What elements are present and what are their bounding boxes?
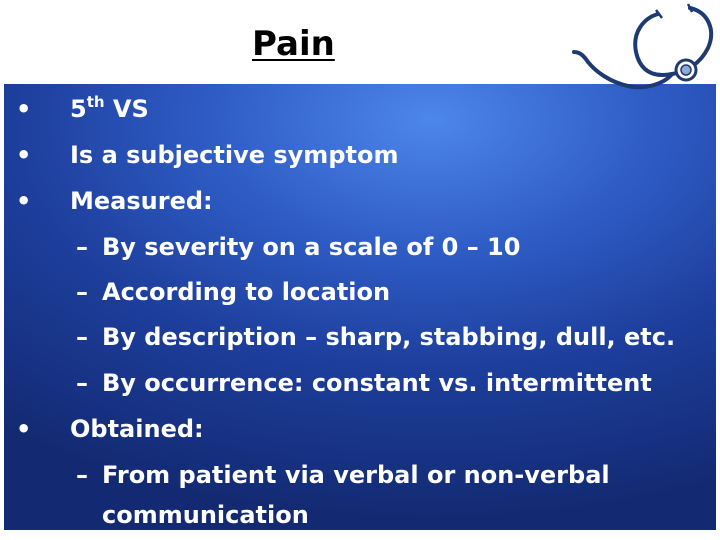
bullet-marker: • bbox=[16, 141, 32, 169]
sub-list-item: According to location bbox=[102, 278, 391, 306]
list-item: Is a subjective symptom bbox=[70, 141, 399, 169]
slide-title: Pain bbox=[252, 24, 335, 64]
list-item: Obtained: bbox=[70, 415, 204, 443]
dash-marker: – bbox=[76, 369, 88, 397]
item-text: 5 bbox=[70, 95, 87, 123]
item-text-rest: VS bbox=[104, 95, 149, 123]
bullet-marker: • bbox=[16, 187, 32, 215]
dash-marker: – bbox=[76, 233, 88, 261]
sub-list-item: By description – sharp, stabbing, dull, etc. bbox=[102, 323, 676, 351]
bullet-marker: • bbox=[16, 95, 32, 123]
sub-list-item: By severity on a scale of 0 – 10 bbox=[102, 233, 521, 261]
item-superscript: th bbox=[86, 93, 105, 111]
sub-list-item: By occurrence: constant vs. intermittent bbox=[102, 369, 652, 397]
sub-list-item: From patient via verbal or non-verbal bbox=[102, 461, 610, 489]
list-item: Measured: bbox=[70, 187, 213, 215]
dash-marker: – bbox=[76, 461, 88, 489]
dash-marker: – bbox=[76, 278, 88, 306]
list-item bbox=[70, 94, 149, 124]
sub-list-item-continuation: communication bbox=[102, 501, 309, 529]
bullet-marker: • bbox=[16, 415, 32, 443]
dash-marker: – bbox=[76, 323, 88, 351]
